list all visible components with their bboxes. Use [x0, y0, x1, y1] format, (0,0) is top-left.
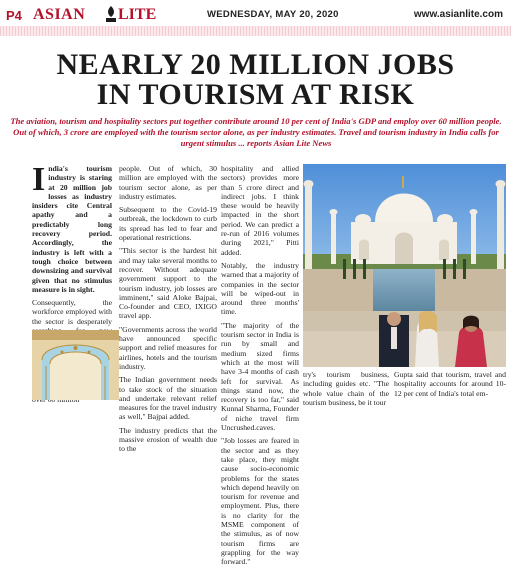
body-paragraph: Notably, the industry warned that a majority of companies in the sector will be wiped-out in around three months' time.: [221, 260, 299, 317]
lead-paragraph: [32, 161, 112, 294]
body-paragraph: Gupta said that tourism, travel and hospitality accounts for around 10-12 per cent of India's total em-: [394, 370, 506, 398]
body-paragraph: Consequently, the workforce employed with the sector is desperately: [32, 298, 112, 326]
column-5: [394, 370, 506, 402]
body-paragraph: The industry predicts that the massive erosion of wealth due to the: [119, 425, 217, 454]
column-2: [119, 164, 217, 458]
ornate-arch-photo: [32, 330, 119, 400]
visitors-at-taj-photo: [303, 311, 506, 367]
headline-line-2: IN TOURISM AT RISK: [96, 78, 415, 111]
body-paragraph: "Job losses are feared in the sector and as they take place, they might cause socio-economic problems for the states which depend heavily on tourism for revenue and employment. Plus, there is no clarity for the MSME component of the stimulus, as of now tourism firms are grappling for the way forward.": [221, 436, 299, 567]
body-paragraph: "This sector is the hardest hit and may take several months to recover. Without adequate government support to the tourism industry, job losses are imminent," said Aloke Bajpai, Co-founder and CEO, IXIGO travel app.: [119, 246, 217, 321]
body-paragraph: Subsequent to the Covid-19 outbreak, the lockdown to curb its spread has led to fear and operational restrictions.: [119, 205, 217, 243]
publication-logo-left: ASIAN: [33, 6, 86, 23]
page-number: P4: [6, 8, 22, 23]
body-paragraph: The Indian government needs to take stock of the situation and undertake relevant relief measures for the travel industry as well," Bajpai added.: [119, 375, 217, 422]
headline: [0, 50, 511, 110]
publication-logo-right: LITE: [118, 6, 157, 23]
standfirst: The aviation, tourism and hospitality sectors put together contribute around 10 per cent of India's GDP and employ over 60 million people. Out of which, 3 crore are employed with the tourism sector alone, as per industry estimates. Travel and tourism industry in India calls for urgent stimulus ... reports Asian Lite News: [10, 116, 502, 148]
taj-mahal-photo: [303, 164, 506, 311]
drop-cap: I: [32, 161, 46, 198]
column-4: [303, 370, 389, 411]
body-paragraph: people. Out of which, 30 million are employed with the tourism sector alone, as per industry estimates.: [119, 164, 217, 201]
lead-text: ndia's tourism industry is staring at 20 million job losses as industry insiders cite Central apathy and a predictably long recovery period. Accordingly, the industry is left with a tough choice between downsizing and survival given that no stimulus measure is in sight.: [32, 164, 112, 294]
body-paragraph: hospitality and allied sectors) provides more than 5 crore direct and indirect jobs. I think these would be heavily impacted in the short period. We can predict a re-run of 2016 volumes during 2021," Pitti added.: [221, 164, 299, 257]
headline-line-1: NEARLY 20 MILLION JOBS: [56, 48, 455, 81]
website-url[interactable]: www.asianlite.com: [413, 9, 503, 20]
issue-date: WEDNESDAY, MAY 20, 2020: [207, 9, 339, 20]
body-paragraph: "Governments across the world have announced specific support and relief measures for airlines, hotels and the tourism industry.: [119, 324, 217, 371]
logo-mark-icon: [104, 5, 118, 23]
body-paragraph: "The majority of the tourism sector in India is run by small and medium sized firms which at the most will have 3-4 months of cash left for survival. As things stand now, the recovery is too far," said Kunnal Sharma, Founder of niche travel firm Uncrushed.caves.: [221, 320, 299, 433]
header-rule: [0, 26, 511, 36]
column-3: [221, 164, 299, 570]
body-paragraph: try's tourism business, including guides etc. "The whole value chain of the tourism business, be it tour: [303, 370, 389, 407]
